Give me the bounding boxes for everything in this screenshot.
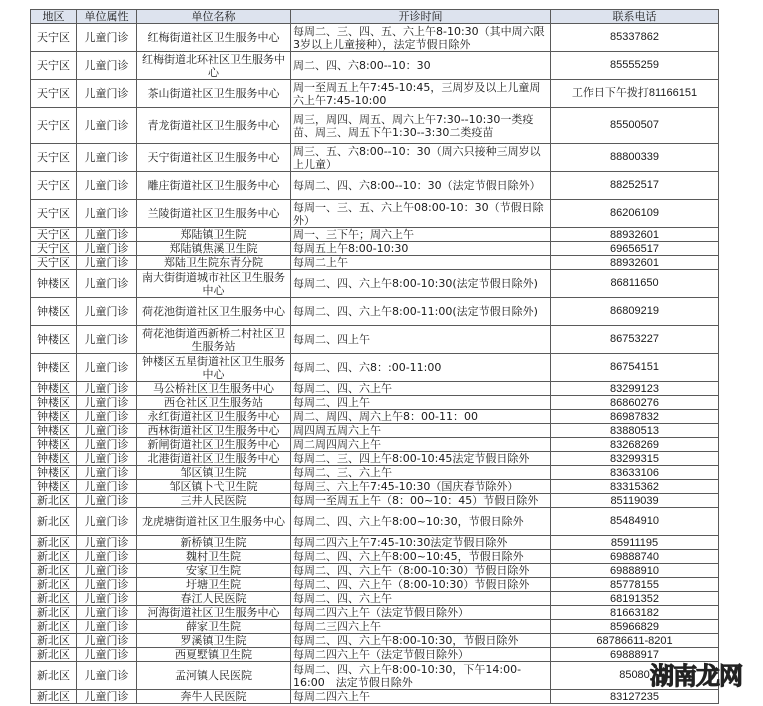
cell-unit-name: 郑陆镇卫生院 — [137, 228, 291, 242]
cell-phone: 85119039 — [551, 494, 719, 508]
cell-unit-name: 三井人民医院 — [137, 494, 291, 508]
cell-hours: 每周二、三、四、五、六上午8-10:30（其中周六限3岁以上儿童接种），法定节假日除外 — [291, 24, 551, 52]
table-row — [31, 298, 719, 326]
vaccination-clinic-table — [30, 9, 719, 704]
cell-unit-name: 圩塘卫生院 — [137, 578, 291, 592]
cell-area: 钟楼区 — [31, 326, 77, 354]
cell-phone: 68786611-8201 — [551, 634, 719, 648]
cell-area: 新北区 — [31, 634, 77, 648]
cell-area: 新北区 — [31, 578, 77, 592]
cell-hours: 周二、四、六8:00--10：30 — [291, 52, 551, 80]
cell-unit-name: 西仓社区卫生服务站 — [137, 396, 291, 410]
cell-hours: 每周三、六上午7:45-10:30（国庆春节除外） — [291, 480, 551, 494]
header-area: 地区 — [31, 10, 77, 24]
cell-phone: 83299315 — [551, 452, 719, 466]
cell-unit-type: 儿童门诊 — [77, 80, 137, 108]
watermark-part2: 龙网 — [696, 662, 742, 690]
cell-hours: 每周二、三、六上午 — [291, 466, 551, 480]
cell-phone: 83127235 — [551, 690, 719, 704]
cell-hours: 每周二、四、六上午 — [291, 592, 551, 606]
cell-unit-name: 青龙街道社区卫生服务中心 — [137, 108, 291, 144]
table-body — [31, 24, 719, 704]
cell-area: 新北区 — [31, 662, 77, 690]
cell-phone: 86811650 — [551, 270, 719, 298]
cell-phone: 85911195 — [551, 536, 719, 550]
cell-area: 天宁区 — [31, 144, 77, 172]
cell-hours: 每周二、四、六上午8:00-10:30(法定节假日除外) — [291, 270, 551, 298]
cell-unit-type: 儿童门诊 — [77, 550, 137, 564]
cell-unit-name: 邹区镇卫生院 — [137, 466, 291, 480]
cell-unit-type: 儿童门诊 — [77, 228, 137, 242]
table-row — [31, 172, 719, 200]
cell-unit-name: 新桥镇卫生院 — [137, 536, 291, 550]
table-row — [31, 452, 719, 466]
cell-unit-type: 儿童门诊 — [77, 508, 137, 536]
cell-unit-type: 儿童门诊 — [77, 424, 137, 438]
cell-area: 天宁区 — [31, 228, 77, 242]
cell-phone: 83299123 — [551, 382, 719, 396]
cell-unit-name: 孟河镇人民医院 — [137, 662, 291, 690]
cell-unit-type: 儿童门诊 — [77, 466, 137, 480]
cell-hours: 每周二、四、六上午8:00~10:30，节假日除外 — [291, 508, 551, 536]
table-row — [31, 466, 719, 480]
cell-area: 钟楼区 — [31, 480, 77, 494]
cell-area: 新北区 — [31, 690, 77, 704]
cell-phone: 85080 — [551, 662, 719, 690]
header-hours: 开诊时间 — [291, 10, 551, 24]
cell-phone: 69888910 — [551, 564, 719, 578]
table-row — [31, 634, 719, 648]
cell-area: 钟楼区 — [31, 354, 77, 382]
table-row — [31, 536, 719, 550]
cell-unit-type: 儿童门诊 — [77, 172, 137, 200]
cell-phone: 69888740 — [551, 550, 719, 564]
cell-phone: 81663182 — [551, 606, 719, 620]
table-row — [31, 438, 719, 452]
cell-hours: 每周二、四、六上午8:00~10:45，节假日除外 — [291, 550, 551, 564]
cell-area: 钟楼区 — [31, 270, 77, 298]
cell-area: 钟楼区 — [31, 396, 77, 410]
cell-area: 天宁区 — [31, 242, 77, 256]
cell-unit-name: 郑陆卫生院东青分院 — [137, 256, 291, 270]
cell-phone: 工作日下午拨打81166151 — [551, 80, 719, 108]
cell-area: 天宁区 — [31, 256, 77, 270]
cell-unit-type: 儿童门诊 — [77, 592, 137, 606]
cell-unit-name: 奔牛人民医院 — [137, 690, 291, 704]
table-row — [31, 564, 719, 578]
cell-hours: 每周二四六上午7:45-10:30法定节假日除外 — [291, 536, 551, 550]
cell-area: 钟楼区 — [31, 382, 77, 396]
cell-hours: 周一至周五上午7:45-10:45，三周岁及以上儿童周六上午7:45-10:00 — [291, 80, 551, 108]
cell-phone: 86754151 — [551, 354, 719, 382]
cell-unit-name: 兰陵街道社区卫生服务中心 — [137, 200, 291, 228]
table-row — [31, 690, 719, 704]
table-row — [31, 242, 719, 256]
cell-area: 新北区 — [31, 550, 77, 564]
cell-unit-name: 西夏墅镇卫生院 — [137, 648, 291, 662]
cell-unit-name: 魏村卫生院 — [137, 550, 291, 564]
cell-hours: 周二周四周六上午 — [291, 438, 551, 452]
cell-phone: 85778155 — [551, 578, 719, 592]
table-row — [31, 662, 719, 690]
cell-area: 天宁区 — [31, 24, 77, 52]
cell-phone: 86206109 — [551, 200, 719, 228]
table-row — [31, 200, 719, 228]
cell-unit-type: 儿童门诊 — [77, 648, 137, 662]
cell-phone: 85337862 — [551, 24, 719, 52]
cell-unit-type: 儿童门诊 — [77, 256, 137, 270]
table-row — [31, 382, 719, 396]
cell-unit-type: 儿童门诊 — [77, 200, 137, 228]
cell-phone: 85500507 — [551, 108, 719, 144]
cell-unit-name: 南大街街道城市社区卫生服务中心 — [137, 270, 291, 298]
cell-area: 天宁区 — [31, 80, 77, 108]
cell-hours: 每周二、四、六上午（8:00-10:30）节假日除外 — [291, 564, 551, 578]
header-unit-name: 单位名称 — [137, 10, 291, 24]
cell-hours: 每周二四六上午（法定节假日除外） — [291, 606, 551, 620]
cell-unit-type: 儿童门诊 — [77, 452, 137, 466]
cell-unit-type: 儿童门诊 — [77, 410, 137, 424]
cell-unit-name: 邹区镇卜弋卫生院 — [137, 480, 291, 494]
cell-area: 新北区 — [31, 620, 77, 634]
table-row — [31, 648, 719, 662]
table-row — [31, 592, 719, 606]
cell-area: 天宁区 — [31, 172, 77, 200]
cell-phone: 88932601 — [551, 228, 719, 242]
cell-area: 钟楼区 — [31, 438, 77, 452]
table-row — [31, 620, 719, 634]
cell-unit-type: 儿童门诊 — [77, 438, 137, 452]
cell-hours: 周三，周四、周五、周六上午7:30--10:30一类疫苗、周三、周五下午1:30--3:30二类疫苗 — [291, 108, 551, 144]
cell-area: 钟楼区 — [31, 466, 77, 480]
cell-hours: 每周二上午 — [291, 256, 551, 270]
cell-unit-type: 儿童门诊 — [77, 354, 137, 382]
cell-unit-type: 儿童门诊 — [77, 396, 137, 410]
cell-phone: 85484910 — [551, 508, 719, 536]
cell-phone: 83880513 — [551, 424, 719, 438]
cell-unit-type: 儿童门诊 — [77, 634, 137, 648]
cell-unit-name: 安家卫生院 — [137, 564, 291, 578]
cell-unit-name: 茶山街道社区卫生服务中心 — [137, 80, 291, 108]
table-row — [31, 228, 719, 242]
cell-unit-type: 儿童门诊 — [77, 662, 137, 690]
cell-area: 新北区 — [31, 606, 77, 620]
cell-hours: 每周二四六上午 — [291, 690, 551, 704]
table-row — [31, 270, 719, 298]
cell-phone: 85966829 — [551, 620, 719, 634]
cell-area: 新北区 — [31, 494, 77, 508]
cell-area: 新北区 — [31, 592, 77, 606]
table-row — [31, 354, 719, 382]
table-row — [31, 144, 719, 172]
cell-hours: 每周二、四上午 — [291, 326, 551, 354]
cell-unit-type: 儿童门诊 — [77, 564, 137, 578]
cell-phone: 83268269 — [551, 438, 719, 452]
cell-unit-type: 儿童门诊 — [77, 480, 137, 494]
table-row — [31, 256, 719, 270]
table-row — [31, 424, 719, 438]
cell-phone: 68191352 — [551, 592, 719, 606]
cell-hours: 每周二、四、六上午（8:00-10:30）节假日除外 — [291, 578, 551, 592]
cell-unit-name: 郑陆镇焦溪卫生院 — [137, 242, 291, 256]
cell-unit-name: 新闸街道社区卫生服务中心 — [137, 438, 291, 452]
cell-phone: 88932601 — [551, 256, 719, 270]
cell-unit-name: 永红街道社区卫生服务中心 — [137, 410, 291, 424]
cell-area: 新北区 — [31, 648, 77, 662]
cell-hours: 每周二、四、六上午 — [291, 382, 551, 396]
cell-area: 钟楼区 — [31, 298, 77, 326]
cell-unit-type: 儿童门诊 — [77, 620, 137, 634]
cell-phone: 88800339 — [551, 144, 719, 172]
cell-phone: 83633106 — [551, 466, 719, 480]
table-row — [31, 108, 719, 144]
cell-unit-name: 马公桥社区卫生服务中心 — [137, 382, 291, 396]
cell-hours: 每周二、四、六8:00--10：30（法定节假日除外） — [291, 172, 551, 200]
table-row — [31, 606, 719, 620]
cell-phone: 86860276 — [551, 396, 719, 410]
cell-phone: 86809219 — [551, 298, 719, 326]
cell-unit-name: 薛家卫生院 — [137, 620, 291, 634]
cell-unit-type: 儿童门诊 — [77, 24, 137, 52]
cell-unit-type: 儿童门诊 — [77, 242, 137, 256]
cell-unit-type: 儿童门诊 — [77, 690, 137, 704]
cell-unit-type: 儿童门诊 — [77, 270, 137, 298]
cell-unit-name: 罗溪镇卫生院 — [137, 634, 291, 648]
cell-unit-name: 雕庄街道社区卫生服务中心 — [137, 172, 291, 200]
cell-unit-name: 天宁街道社区卫生服务中心 — [137, 144, 291, 172]
cell-unit-name: 河海街道社区卫生服务中心 — [137, 606, 291, 620]
cell-unit-name: 西林街道社区卫生服务中心 — [137, 424, 291, 438]
cell-unit-type: 儿童门诊 — [77, 578, 137, 592]
header-phone: 联系电话 — [551, 10, 719, 24]
cell-unit-type: 儿童门诊 — [77, 536, 137, 550]
cell-area: 钟楼区 — [31, 452, 77, 466]
table-row — [31, 494, 719, 508]
table-row — [31, 410, 719, 424]
header-unit-type: 单位属性 — [77, 10, 137, 24]
cell-unit-name: 红梅街道北环社区卫生服务中心 — [137, 52, 291, 80]
cell-hours: 每周一、三、五、六上午08:00-10：30（节假日除外） — [291, 200, 551, 228]
cell-hours: 每周五上午8:00-10:30 — [291, 242, 551, 256]
cell-unit-name: 钟楼区五星街道社区卫生服务中心 — [137, 354, 291, 382]
cell-hours: 每周二、三、四上午8:00-10:45法定节假日除外 — [291, 452, 551, 466]
cell-area: 钟楼区 — [31, 410, 77, 424]
cell-hours: 周四周五周六上午 — [291, 424, 551, 438]
cell-unit-type: 儿童门诊 — [77, 326, 137, 354]
table-row — [31, 508, 719, 536]
cell-area: 钟楼区 — [31, 424, 77, 438]
cell-unit-type: 儿童门诊 — [77, 494, 137, 508]
cell-unit-name: 龙虎塘街道社区卫生服务中心 — [137, 508, 291, 536]
cell-unit-type: 儿童门诊 — [77, 298, 137, 326]
cell-unit-name: 春江人民医院 — [137, 592, 291, 606]
cell-area: 新北区 — [31, 564, 77, 578]
cell-phone: 69888917 — [551, 648, 719, 662]
site-watermark — [650, 662, 742, 690]
cell-phone: 86753227 — [551, 326, 719, 354]
cell-area: 新北区 — [31, 536, 77, 550]
cell-hours: 周二、周四、周六上午8：00-11：00 — [291, 410, 551, 424]
table-row — [31, 80, 719, 108]
cell-phone: 85555259 — [551, 52, 719, 80]
cell-unit-type: 儿童门诊 — [77, 52, 137, 80]
cell-phone: 86987832 — [551, 410, 719, 424]
cell-area: 天宁区 — [31, 108, 77, 144]
cell-area: 天宁区 — [31, 52, 77, 80]
cell-area: 新北区 — [31, 508, 77, 536]
cell-unit-type: 儿童门诊 — [77, 382, 137, 396]
cell-hours: 每周二、四、六上午8:00-10:30，节假日除外 — [291, 634, 551, 648]
table-row — [31, 480, 719, 494]
cell-hours: 每周二四六上午（法定节假日除外） — [291, 648, 551, 662]
cell-hours: 每周二、四、六8：:00-11:00 — [291, 354, 551, 382]
cell-unit-type: 儿童门诊 — [77, 108, 137, 144]
table-row — [31, 326, 719, 354]
table-row — [31, 24, 719, 52]
table-row — [31, 550, 719, 564]
cell-unit-name: 荷花池街道西新桥二村社区卫生服务站 — [137, 326, 291, 354]
table-header-row — [31, 10, 719, 24]
cell-hours: 周三、五、六8:00--10：30（周六只接种三周岁以上儿童） — [291, 144, 551, 172]
cell-phone: 69656517 — [551, 242, 719, 256]
cell-phone: 83315362 — [551, 480, 719, 494]
table-row — [31, 578, 719, 592]
cell-unit-name: 红梅街道社区卫生服务中心 — [137, 24, 291, 52]
cell-area: 天宁区 — [31, 200, 77, 228]
table-row — [31, 52, 719, 80]
cell-hours: 每周二、四上午 — [291, 396, 551, 410]
cell-unit-name: 荷花池街道社区卫生服务中心 — [137, 298, 291, 326]
cell-unit-name: 北港街道社区卫生服务中心 — [137, 452, 291, 466]
cell-unit-type: 儿童门诊 — [77, 144, 137, 172]
table-row — [31, 396, 719, 410]
cell-phone: 88252517 — [551, 172, 719, 200]
cell-hours: 周一、三下午；周六上午 — [291, 228, 551, 242]
cell-hours: 每周一至周五上午（8：00~10：45）节假日除外 — [291, 494, 551, 508]
cell-hours: 每周二、四、六上午8:00-11:00(法定节假日除外) — [291, 298, 551, 326]
cell-unit-type: 儿童门诊 — [77, 606, 137, 620]
cell-hours: 每周二、四、六上午8:00-10:30，下午14:00-16:00 法定节假日除外 — [291, 662, 551, 690]
cell-hours: 每周二三四六上午 — [291, 620, 551, 634]
watermark-part1: 湖南 — [650, 662, 696, 690]
